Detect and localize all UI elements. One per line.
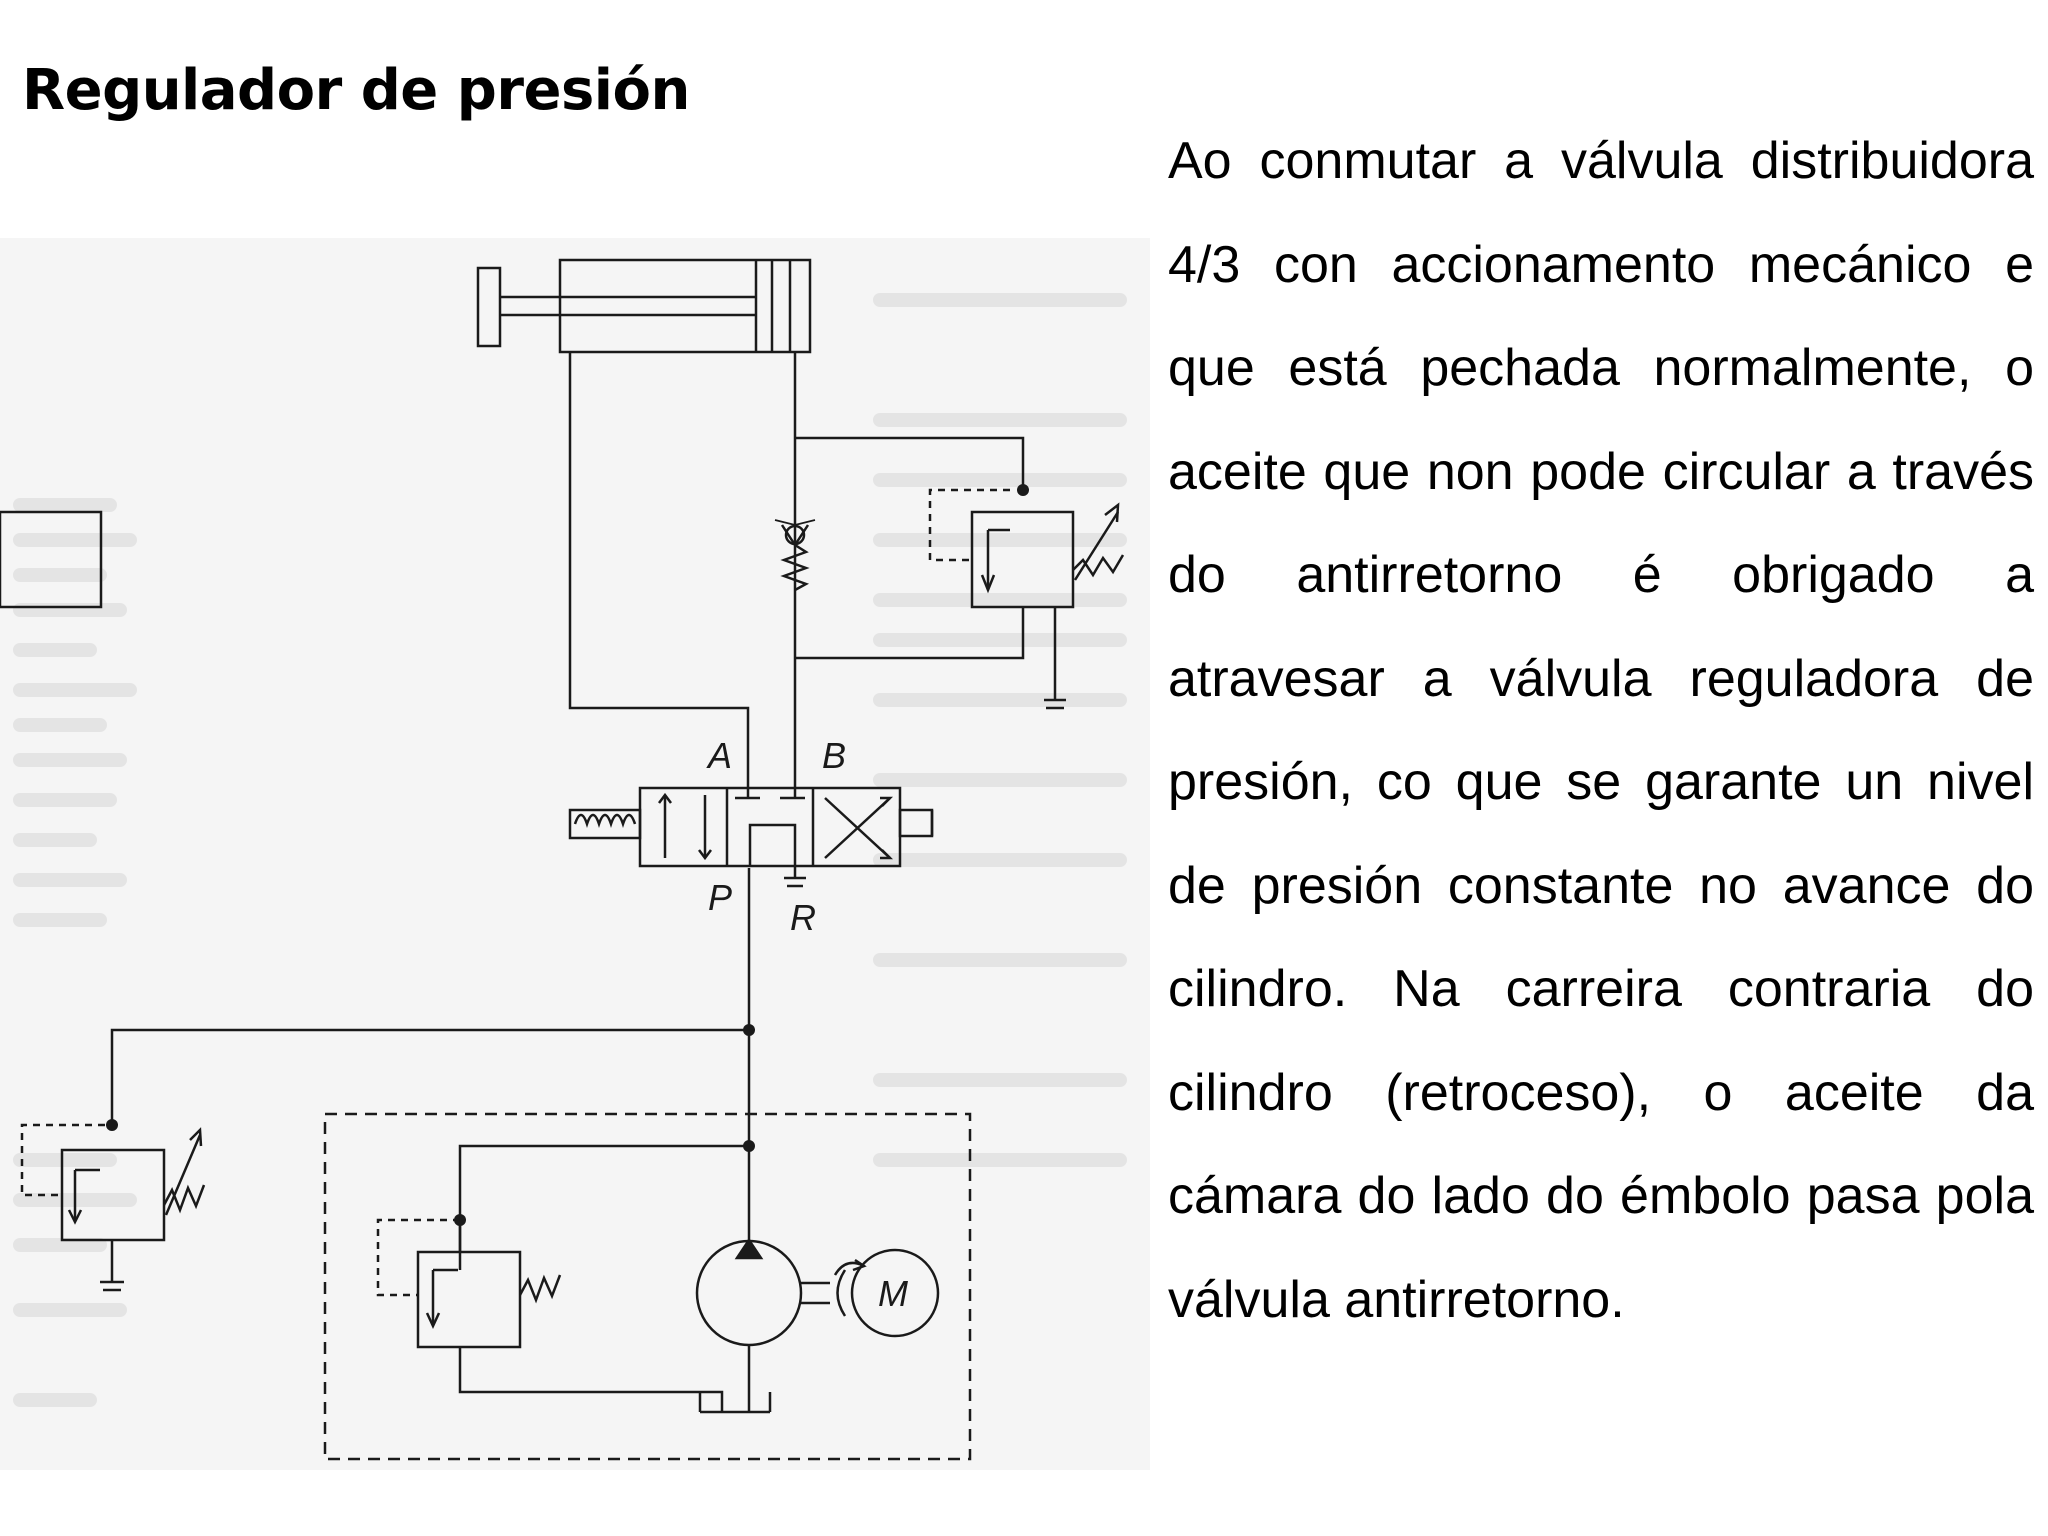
motor-label: M: [878, 1273, 908, 1314]
slide-title: Regulador de presión: [22, 58, 690, 123]
port-label-b: B: [822, 735, 847, 776]
body-text: Ao conmutar a válvula distribuidora 4/3 con accionamento mecánico e que está pechada normalmente, o aceite que non pode circular a través do antirretorno é obrigado a atravesar a válvula reguladora de presión, co que se garante un nivel de presión constante no avance do cilindro. Na carreira contraria do cilindro (retroceso), o aceite da cámara do lado do émbolo pasa pola válvula antirretorno.: [1168, 132, 2034, 1329]
port-label-a: A: [708, 735, 733, 776]
port-label-r: R: [790, 897, 816, 938]
port-label-p: P: [708, 877, 733, 918]
